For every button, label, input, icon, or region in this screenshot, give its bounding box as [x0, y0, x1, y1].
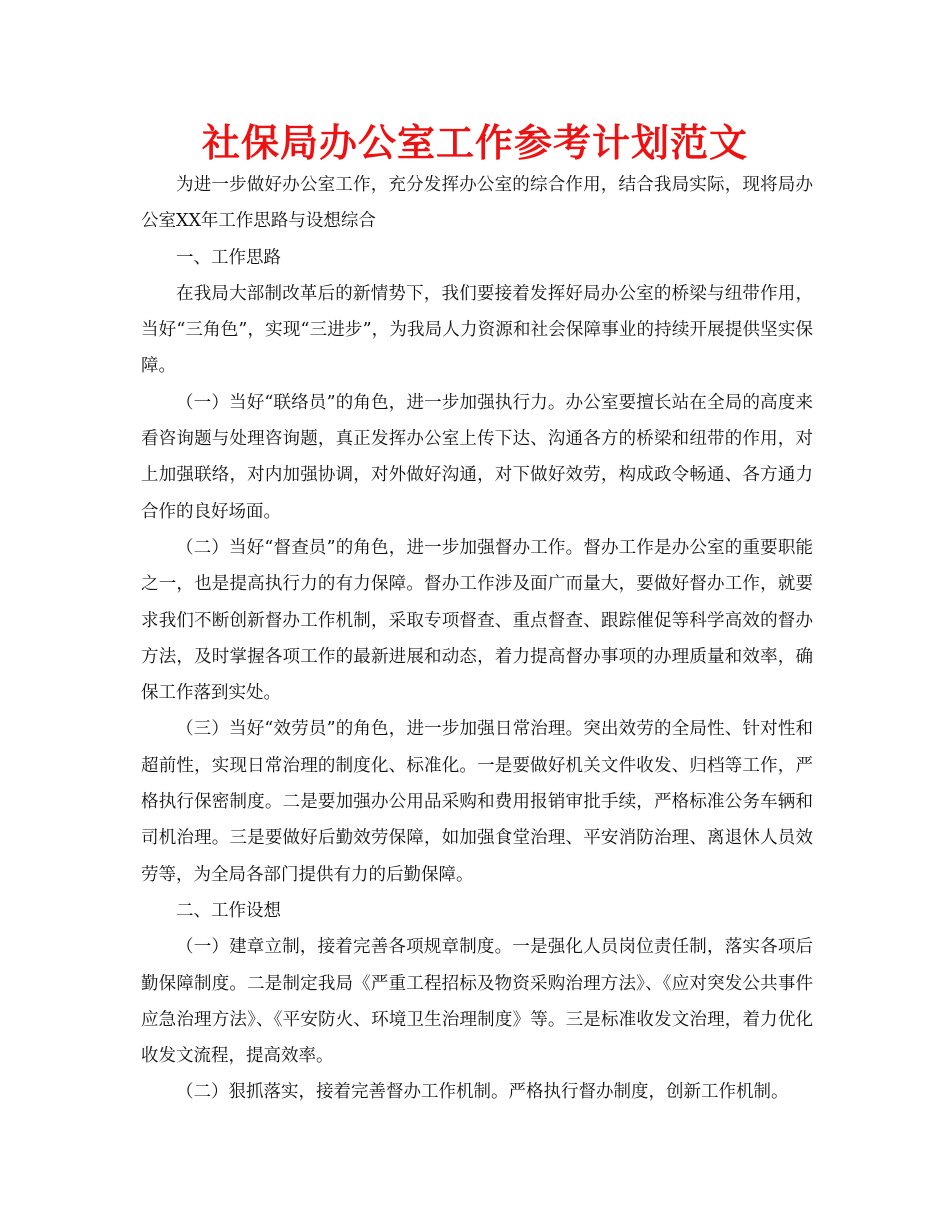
paragraph-service-role: （三）当好“效劳员”的角色，进一步加强日常治理。突出效劳的全局性、针对性和超前性，实现日常治理的制度化、标准化。一是要做好机关文件收发、归档等工作，严格执行保密制度。二是要加强办公用品采购和费用报销审批手续，严格标准公务车辆和司机治理。三是要做好后勤效劳保障，如加强食堂治理、平安消防治理、离退休人员效劳等，为全局各部门提供有力的后勤保障。 — [141, 719, 813, 885]
section-heading-work-ideas: 一、工作思路 — [176, 247, 281, 268]
paragraph-implementation: （二）狠抓落实，接着完善督办工作机制。严格执行督办制度，创新工作机制。 — [176, 1082, 789, 1103]
paragraph-liaison-role: （一）当好“联络员”的角色，进一步加强执行力。办公室要擅长站在全局的高度来看咨询题与处理咨询题，真正发挥办公室上传下达、沟通各方的桥梁和纽带的作用，对上加强联络，对内加强协调，对外做好沟通，对下做好效劳，构成政令畅通、各方通力合作的良好场面。 — [141, 392, 813, 522]
document-title: 社保局办公室工作参考计划范文 — [201, 121, 748, 165]
paragraph-supervisor-role: （二）当好“督查员”的角色，进一步加强督办工作。督办工作是办公室的重要职能之一，也是提高执行力的有力保障。督办工作涉及面广而量大，要做好督办工作，就要求我们不断创新督办工作机制，采取专项督查、重点督查、跟踪催促等科学高效的督办方法，及时掌握各项工作的最新进展和动态，着力提高督办事项的办理质量和效率，确保工作落到实处。 — [141, 537, 813, 704]
paragraph-work-ideas: 在我局大部制改革后的新情势下，我们要接着发挥好局办公室的桥梁与纽带作用，当好“三角色”，实现“三进步”，为我局人力资源和社会保障事业的持续开展提供坚实保障。 — [141, 283, 813, 377]
paragraph-regulations: （一）建章立制，接着完善各项规章制度。一是强化人员岗位责任制，落实各项后勤保障制度。二是制定我局《严重工程招标及物资采购治理方法》、《应对突发公共事件应急治理方法》、《平安防火、环境卫生治理制度》等。三是标准收发文治理，着力优化收发文流程，提高效率。 — [141, 937, 813, 1067]
paragraph-intro: 为进一步做好办公室工作，充分发挥办公室的综合作用，结合我局实际，现将局办公室XX年工作思路与设想综合 — [141, 175, 813, 232]
section-heading-work-plans: 二、工作设想 — [176, 900, 281, 921]
document-body — [141, 167, 813, 1111]
